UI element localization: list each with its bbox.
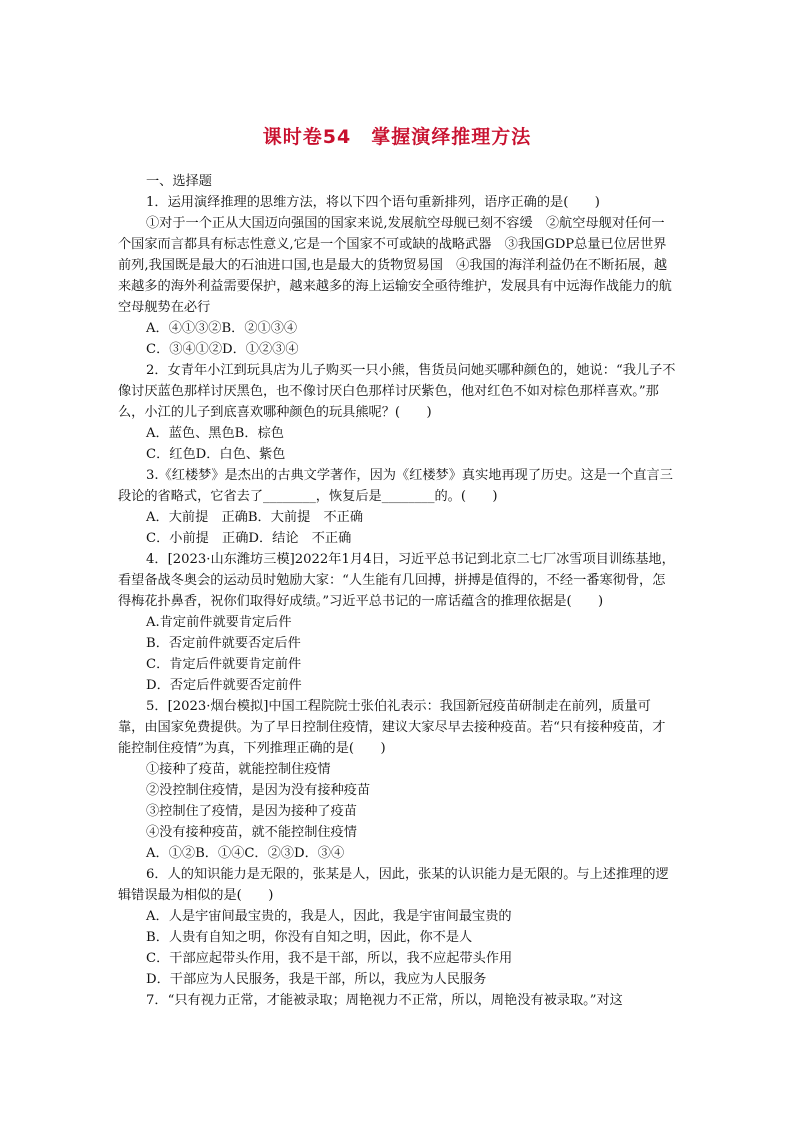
question-2-options-ab: A．蓝色、黑色B．棕色	[146, 426, 284, 441]
question-4-option-d: D．否定后件就要否定前件	[146, 678, 302, 693]
question-6-option-a: A．人是宇宙间最宝贵的，我是人，因此，我是宇宙间最宝贵的	[146, 909, 512, 924]
question-content	[118, 171, 676, 1011]
question-4-stem: 4．[2023·山东潍坊三模]2022年1月4日，习近平总书记到北京二七厂冰雪项目训练基地，看望备战冬奥会的运动员时勉励大家：“人生能有几回搏，拼搏是值得的，不经一番寒彻骨，怎得梅花扑鼻香，祝你们取得好成绩。”习近平总书记的一席话蕴含的推理依据是( )	[118, 552, 675, 609]
question-3-options-cd: C．小前提 正确D．结论 不正确	[146, 531, 352, 546]
question-7-stem: 7．“只有视力正常，才能被录取；周艳视力不正常，所以，周艳没有被录取。”对这	[146, 993, 623, 1008]
page-title: 课时卷54 掌握演绎推理方法	[262, 126, 532, 148]
question-2-options-cd: C．红色D．白色、紫色	[146, 447, 286, 462]
question-4-option-a: A.肯定前件就要肯定后件	[146, 615, 292, 630]
question-1-options-cd: C．③④①②D．①②③④	[146, 342, 299, 357]
question-3-stem: 3.《红楼梦》是杰出的古典文学著作，因为《红楼梦》真实地再现了历史。这是一个直言三段论的省略式，它省去了________，恢复后是________的。( )	[118, 468, 673, 504]
question-1-options-ab: A．④①③②B．②①③④	[146, 321, 298, 336]
question-5-statement-1: ①接种了疫苗，就能控制住疫情	[146, 762, 331, 777]
question-6-stem: 6．人的知识能力是无限的，张某是人，因此，张某的认识能力是无限的。与上述推理的逻辑错误最为相似的是( )	[118, 867, 669, 903]
question-4-option-b: B．否定前件就要否定后件	[146, 636, 301, 651]
question-4-option-c: C．肯定后件就要肯定前件	[146, 657, 302, 672]
question-5-statement-3: ③控制住了疫情，是因为接种了疫苗	[146, 804, 357, 819]
section-heading: 一、选择题	[146, 174, 212, 189]
question-3-options-ab: A．大前提 正确B．大前提 不正确	[146, 510, 364, 525]
question-6-option-b: B．人贵有自知之明，你没有自知之明，因此，你不是人	[146, 930, 473, 945]
question-2-stem: 2．女青年小江到玩具店为儿子购买一只小熊，售货员问她买哪种颜色的，她说：“我儿子不像讨厌蓝色那样讨厌黑色，也不像讨厌白色那样讨厌紫色，他对红色不如对棕色那样喜欢。”那么，小江的儿子到底喜欢哪种颜色的玩具熊呢？( )	[118, 363, 676, 420]
question-5-options: A．①②B．①④C．②③D．③④	[146, 846, 345, 861]
question-6-option-d: D．干部应为人民服务，我是干部，所以，我应为人民服务	[146, 972, 487, 987]
question-5-statement-2: ②没控制住疫情，是因为没有接种疫苗	[146, 783, 371, 798]
question-1-stem: 1．运用演绎推理的思维方法，将以下四个语句重新排列，语序正确的是( )	[146, 195, 600, 210]
question-1-passage: ①对于一个正从大国迈向强国的国家来说,发展航空母舰已刻不容缓 ②航空母舰对任何一个国家而言都具有标志性意义,它是一个国家不可或缺的战略武器 ③我国GDP总量已位居世界前列,我国既是最大的石油进口国,也是最大的货物贸易国 ④我国的海洋利益仍在不断拓展，越来越多的海外利益需要保护，越来越多的海上运输安全亟待维护，发展具有中远海作战能力的航空母舰势在必行	[118, 216, 672, 315]
question-6-option-c: C．干部应起带头作用，我不是干部，所以，我不应起带头作用	[146, 951, 513, 966]
question-5-stem: 5．[2023·烟台模拟]中国工程院院士张伯礼表示：我国新冠疫苗研制走在前列，质量可靠，由国家免费提供。为了早日控制住疫情，建议大家尽早去接种疫苗。若“只有接种疫苗，才能控制住疫情”为真，下列推理正确的是( )	[118, 699, 666, 756]
question-5-statement-4: ④没有接种疫苗，就不能控制住疫情	[146, 825, 357, 840]
